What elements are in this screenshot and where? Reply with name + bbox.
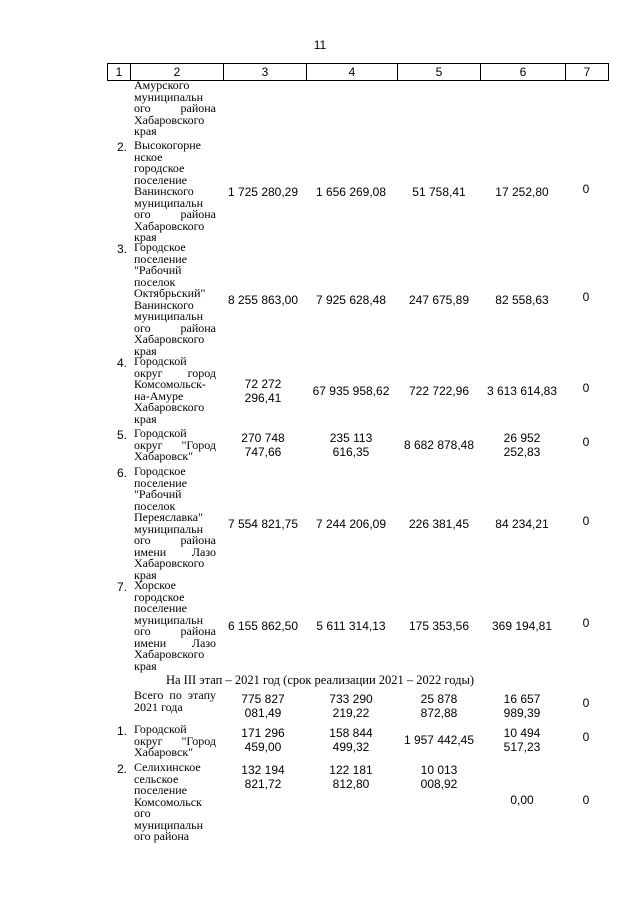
value-col-7: 0 [582, 793, 590, 807]
value-col-4: 733 290 219,22 [329, 692, 373, 720]
value-col-4: 7 925 628,48 [315, 292, 387, 307]
value-col-5: 10 013 008,92 [420, 763, 458, 791]
value-col-4: 158 844 499,32 [329, 726, 373, 754]
column-header-2: 2 [131, 64, 224, 81]
value-col-5: 8 682 878,48 [403, 438, 475, 453]
value-col-4: 5 611 314,13 [316, 619, 386, 633]
column-header-4: 4 [307, 64, 398, 81]
value-col-7: 0 [582, 435, 590, 450]
municipality-name: Амурского муниципальн ого района Хабаровского края [134, 78, 216, 138]
value-col-6: 16 657 989,39 [503, 692, 541, 720]
value-col-3: 6 155 862,50 [227, 619, 299, 633]
page-number: 11 [313, 38, 327, 52]
value-col-5: 175 353,56 [408, 619, 470, 633]
value-col-7: 0 [582, 181, 590, 196]
row-number: 1. [116, 724, 127, 738]
column-header-6: 6 [481, 64, 566, 81]
value-col-4: 1 656 269,08 [315, 184, 387, 199]
row-number: 3. [116, 242, 127, 256]
value-col-3: 1 725 280,29 [227, 184, 299, 199]
value-col-3: 72 272 296,41 [244, 376, 282, 405]
value-col-6: 3 613 614,83 [486, 383, 558, 398]
value-col-5: 25 878 872,88 [420, 692, 458, 720]
value-col-3: 132 194 821,72 [241, 763, 285, 791]
value-col-7: 0 [582, 616, 590, 630]
value-col-4: 67 935 958,62 [312, 383, 390, 398]
municipality-name: Городской округ "Город Хабаровск" [134, 426, 216, 463]
row-number: 5. [116, 428, 127, 442]
municipality-name: Городское поселение "Рабочий поселок Октябрьский" Ванинского муниципальн ого района Хабаровского края [134, 240, 216, 358]
municipality-name: Городской округ "Город Хабаровск" [134, 722, 216, 759]
municipality-name: Селихинское сельское поселение Комсомольск ого муниципальн ого района [134, 760, 204, 843]
value-col-3: 7 554 821,75 [227, 516, 299, 531]
value-col-7: 0 [582, 289, 590, 304]
value-col-6: 84 234,21 [495, 516, 549, 531]
value-col-6: 26 952 252,83 [503, 431, 541, 460]
value-col-7: 0 [582, 696, 590, 710]
value-col-5: 722 722,96 [408, 383, 470, 398]
value-col-6: 0,00 [510, 793, 534, 807]
value-col-5: 226 381,45 [408, 516, 470, 531]
value-col-5: 1 957 442,45 [403, 733, 475, 747]
municipality-name: Городское поселение "Рабочий поселок Переяславка" муниципальн ого района имени Лазо Хабаровского края [134, 464, 216, 582]
value-col-7: 0 [582, 380, 590, 395]
municipality-name: Городской округ город Комсомольск- на-Амуре Хабаровского края [134, 354, 216, 426]
value-col-4: 235 113 616,35 [329, 431, 373, 460]
row-number: 2. [116, 762, 127, 776]
value-col-3: 775 827 081,49 [241, 692, 285, 720]
row-number: 6. [116, 466, 127, 480]
value-col-6: 82 558,63 [495, 292, 549, 307]
row-number: 2. [116, 140, 127, 154]
value-col-5: 247 675,89 [408, 292, 470, 307]
value-col-6: 369 194,81 [491, 619, 553, 633]
row-number: 4. [116, 356, 127, 370]
value-col-4: 122 181 812,80 [329, 763, 373, 791]
value-col-7: 0 [582, 513, 590, 528]
value-col-3: 8 255 863,00 [227, 292, 299, 307]
value-col-7: 0 [582, 730, 590, 744]
municipality-name: Хорское городское поселение муниципальн ого района имени Лазо Хабаровского края [134, 578, 216, 673]
value-col-3: 270 748 747,66 [241, 431, 285, 460]
value-col-6: 17 252,80 [495, 184, 549, 199]
value-col-3: 171 296 459,00 [241, 726, 285, 754]
column-header-3: 3 [224, 64, 307, 81]
value-col-5: 51 758,41 [412, 184, 466, 199]
municipality-name: Всего по этапу 2021 года [134, 688, 216, 714]
column-header-5: 5 [398, 64, 481, 81]
municipality-name: Высокогорне нское городское поселение Ванинского муниципальн ого района Хабаровского края [134, 138, 216, 244]
stage-title: На III этап – 2021 год (срок реализации 2021 – 2022 годы) [165, 673, 475, 687]
column-header-7: 7 [566, 64, 609, 81]
column-header-1: 1 [108, 64, 131, 81]
row-number: 7. [116, 580, 127, 594]
value-col-4: 7 244 206,09 [315, 516, 387, 531]
value-col-6: 10 494 517,23 [503, 726, 541, 754]
